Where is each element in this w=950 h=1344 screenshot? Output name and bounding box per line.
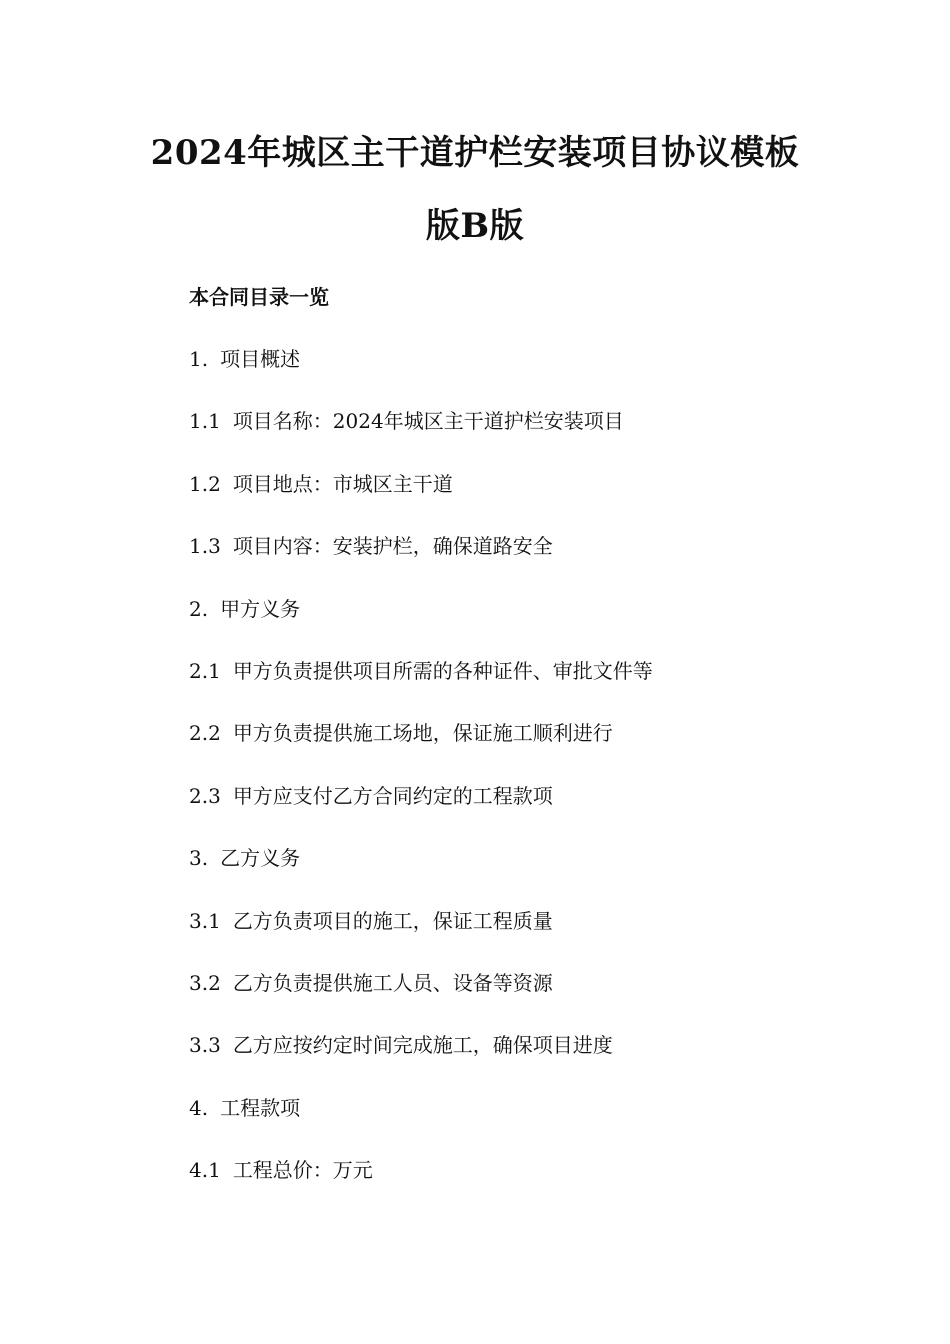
toc-item-number: 2. [189, 596, 209, 621]
toc-item [189, 346, 653, 408]
document-title-line-1: 2024年城区主干道护栏安装项目协议模板 [150, 133, 800, 173]
document-title-line-2: 版B版 [425, 206, 525, 246]
toc-item-text: 甲方应支付乙方合同约定的工程款项 [232, 783, 553, 808]
toc-item-text: 项目地点：市城区主干道 [232, 471, 453, 496]
toc-item [189, 533, 653, 595]
toc-item [189, 908, 653, 970]
toc-item [189, 720, 653, 782]
toc-item-number: 1.1 [189, 409, 221, 434]
toc-item-text: 项目概述 [220, 347, 301, 371]
toc-item-number: 4. [189, 1095, 209, 1120]
toc-item-text: 乙方负责项目的施工，保证工程质量 [232, 908, 553, 933]
toc-item [189, 408, 653, 470]
toc-item-number: 1.2 [189, 471, 221, 496]
toc-item [189, 970, 653, 1032]
toc-item-number: 3.2 [189, 970, 221, 995]
toc-item-number: 3.3 [189, 1033, 221, 1058]
toc-item-number: 1. [189, 347, 209, 371]
toc-item-text: 工程总价：万元 [232, 1158, 373, 1183]
toc-item-number: 3. [189, 846, 209, 871]
toc-item-text: 甲方负责提供施工场地，保证施工顺利进行 [232, 721, 613, 746]
toc-item-text: 甲方义务 [220, 596, 301, 621]
toc-item [189, 471, 653, 533]
toc-item-number: 2.1 [189, 658, 221, 683]
toc-item [189, 596, 653, 658]
toc-item-number: 4.1 [189, 1158, 221, 1183]
toc-item-number: 2.3 [189, 783, 221, 808]
toc-item [189, 1157, 653, 1219]
table-of-contents [189, 346, 653, 1219]
toc-item-text: 项目名称：2024年城区主干道护栏安装项目 [232, 409, 624, 434]
toc-item [189, 658, 653, 720]
toc-item-number: 3.1 [189, 908, 221, 933]
toc-item-text: 工程款项 [220, 1095, 301, 1120]
toc-item-text: 项目内容：安装护栏，确保道路安全 [232, 534, 553, 559]
toc-item-text: 甲方负责提供项目所需的各种证件、审批文件等 [232, 658, 653, 683]
toc-item-number: 2.2 [189, 721, 221, 746]
toc-item-text: 乙方义务 [220, 846, 301, 871]
toc-item [189, 1095, 653, 1157]
toc-heading: 本合同目录一览 [189, 285, 329, 309]
toc-item-text: 乙方应按约定时间完成施工，确保项目进度 [232, 1033, 613, 1058]
toc-item-text: 乙方负责提供施工人员、设备等资源 [232, 970, 553, 995]
toc-item [189, 845, 653, 907]
toc-item [189, 1032, 653, 1094]
toc-item [189, 783, 653, 845]
toc-item-number: 1.3 [189, 534, 221, 559]
